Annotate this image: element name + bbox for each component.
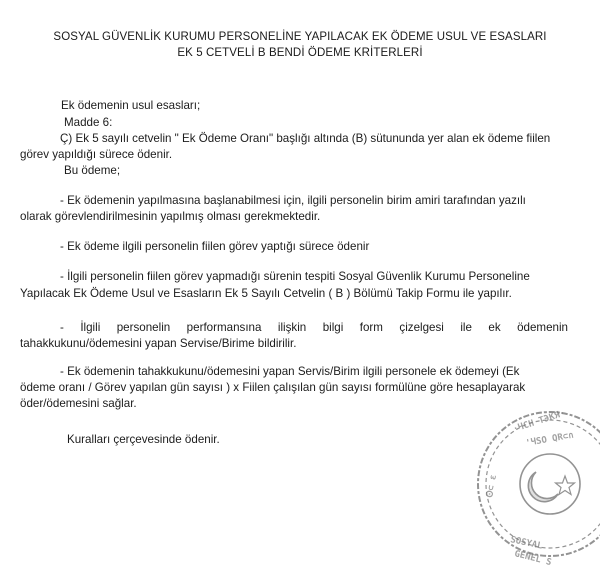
paragraph-2-line-1: - Ek ödeme ilgili personelin fiilen görev yaptığı sürece ödenir <box>60 240 370 253</box>
clause-c-line-1: Ç) Ek 5 sayılı cetvelin " Ek Ödeme Oranı" başlığı altında (B) sütununda yer alan ek ödeme fiilen <box>60 132 551 145</box>
svg-text:·ЧCH ТЭКЯ·: ·ЧCH ТЭКЯ· <box>511 408 567 435</box>
paragraph-5-line-3: öder/ödemesini sağlar. <box>20 397 137 410</box>
clause-c-line-2: görev yapıldığı sürece ödenir. <box>20 148 173 161</box>
paragraph-4-line-2: tahakkukunu/ödemesini yapan Servise/Birime bildirilir. <box>20 337 297 350</box>
document-title-line-2: EK 5 CETVELİ B BENDİ ÖDEME KRİTERLERİ <box>177 47 423 59</box>
paragraph-5-line-1: - Ek ödemenin tahakkukunu/ödemesini yapan Servis/Birim ilgili personele ek ödemeyi (Ek <box>60 365 520 378</box>
paragraph-3-line-2: Yapılacak Ek Ödeme Usul ve Esasların Ek 5 Sayılı Cetvelin ( B ) Bölümü Takip Formu ile yapılır. <box>20 287 512 300</box>
document-title-line-1: SOSYAL GÜVENLİK KURUMU PERSONELİNE YAPILACAK EK ÖDEME USUL VE ESASLARI <box>53 31 547 43</box>
svg-text:GENEL S: GENEL S <box>513 549 553 569</box>
paragraph-4-line-1: - İlgili personelin performansına ilişkin bilgi form çizelgesi ile ek ödemenin <box>60 321 568 334</box>
article-number: Madde 6: <box>64 116 113 129</box>
official-seal-stamp-icon <box>470 402 600 582</box>
svg-text:'ЧSO QR⊂∩: 'ЧSO QR⊂∩ <box>524 430 575 449</box>
paragraph-3-line-1: - İlgili personelin fiilen görev yapmadığı sürenin tespiti Sosyal Güvenlik Kurumu Personeline <box>60 270 530 283</box>
paragraph-5-line-2: ödeme oranı / Görev yapılan gün sayısı ) x Fiilen çalışılan gün sayısı formülüne göre hesaplayarak <box>20 381 526 394</box>
intro-text: Ek ödemenin usul esasları; <box>61 99 201 112</box>
closing-text: Kuralları çerçevesinde ödenir. <box>67 433 220 446</box>
svg-text:SOSYAL: SOSYAL <box>509 535 544 552</box>
paragraph-1-line-2: olarak görevlendirilmesinin yapılmış olması gerekmektedir. <box>20 210 321 223</box>
bu-odeme-text: Bu ödeme; <box>64 164 121 177</box>
paragraph-1-line-1: - Ek ödemenin yapılmasına başlanabilmesi için, ilgili personelin birim amiri tarafından yazılı <box>60 194 526 207</box>
svg-text:Ꙩ⊂ ɛ: Ꙩ⊂ ɛ <box>485 473 500 499</box>
